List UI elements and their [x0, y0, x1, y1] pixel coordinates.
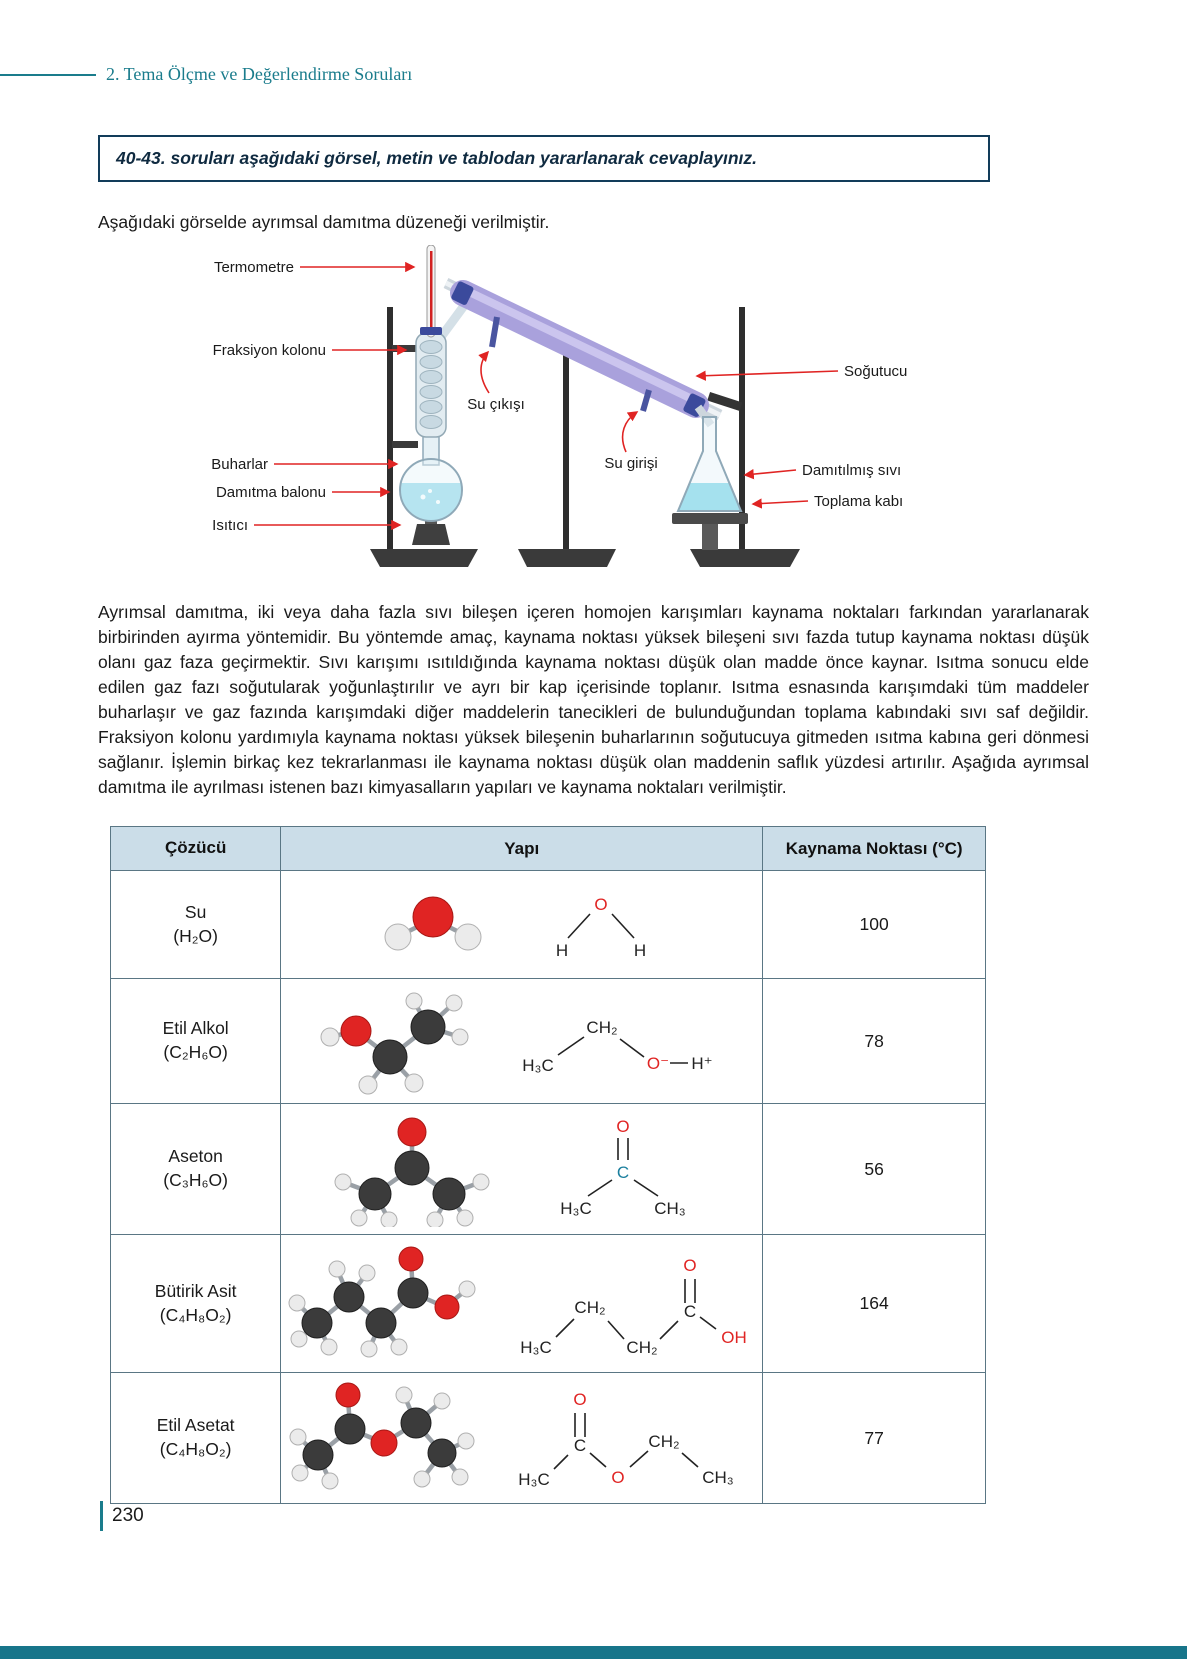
atom-label-o: O: [611, 1468, 625, 1488]
collection-flask: [672, 417, 748, 550]
thermometer: [420, 245, 442, 337]
structure-cell: [281, 1104, 763, 1235]
atom-label-c: C: [617, 1163, 630, 1183]
structure-cell: [281, 979, 763, 1104]
atom-label-h3c: H₃C: [522, 1055, 554, 1075]
body-paragraph: Ayrımsal damıtma, iki veya daha fazla sıvı bileşen içeren homojen karışımları kaynama noktaları farkından yararlanarak birbirinden ayırma yöntemidir. Bu yöntemde amaç, kaynama noktası yüksek bileşeni sıvı fazda tutup kaynama noktası düşük olanı gaz faza geçirmektir. Sıvı karışımı ısıtıldığında kaynama noktası düşük olan madde önce kaynar. Isıtma sonucu elde edilen gaz fazı soğutularak yoğunlaştırılır ve ayrı bir kap içerisinde toplanır. Isıtma esnasında karışımdaki tüm maddeler buharlaşır ve gaz fazında karışımdaki diğer maddelerin tanecikleri de bulunduğundan toplama kabındaki sıvı saf değildir. Fraksiyon kolonu yardımıyla kaynama noktası yüksek bileşenin buharlarının soğutucuya gitmeden ısıtma kabına geri dönmesi sağlanır. İşlemin birkaç kez tekrarlanması ile kaynama noktası düşük olan maddenin saflık yüzdesi artırılır. Aşağıda ayrımsal damıtma ile ayrılması istenen bazı kimyasalların yapıları ve kaynama noktaları verilmiştir.: [98, 602, 1089, 798]
table-header-row: [111, 827, 986, 871]
page-footer: [100, 1501, 144, 1531]
atom-label-h: H: [555, 941, 568, 961]
atom-label-h: H: [633, 941, 646, 961]
section-title: 2. Tema Ölçme ve Değerlendirme Soruları: [106, 64, 413, 84]
label-toplama-kabi: Toplama kabı: [814, 493, 904, 510]
distillation-diagram: [98, 245, 1089, 590]
instruction-box: [98, 135, 990, 182]
atom-label-ch2: CH₂: [626, 1337, 658, 1357]
col-header-yapi: Yapı: [281, 827, 763, 871]
table-row-su: [111, 871, 986, 979]
solvent-name: Su: [184, 901, 207, 922]
solvent-formula: (H₂O): [173, 925, 218, 946]
table-row-aseton: [111, 1104, 986, 1235]
label-su-girisi: Su girişi: [604, 455, 658, 472]
solvents-table: [110, 826, 986, 1504]
structural-formula-butirik-asit: [508, 1243, 758, 1365]
label-damitma-balonu: Damıtma balonu: [215, 484, 326, 501]
label-damitilmis-sivi: Damıtılmış sıvı: [802, 462, 902, 479]
header-rule: [0, 74, 96, 76]
solvent-formula: (C₄H₈O₂): [159, 1304, 232, 1325]
molecule-model-etil-asetat: [288, 1381, 478, 1496]
atom-label-c: C: [573, 1436, 586, 1456]
solvent-name: Bütirik Asit: [154, 1280, 237, 1301]
structural-formula-etil-alkol: [506, 999, 736, 1084]
solvent-cell: [111, 871, 281, 979]
intro-text: Aşağıdaki görselde ayrımsal damıtma düzeneği verilmiştir.: [98, 212, 550, 232]
molecule-model-su: [368, 877, 498, 972]
solvent-name: Etil Asetat: [156, 1415, 235, 1436]
solvent-formula: (C₄H₈O₂): [159, 1439, 232, 1460]
page-number: 230: [112, 1505, 144, 1526]
structural-formula-su: [526, 882, 676, 967]
atom-label-h-plus: H⁺: [691, 1053, 713, 1073]
boiling-point-cell: 78: [763, 979, 986, 1104]
atom-label-c: C: [684, 1301, 697, 1321]
label-fraksiyon-kolonu: Fraksiyon kolonu: [212, 342, 326, 359]
atom-label-o-minus: O⁻: [646, 1053, 669, 1073]
solvent-name: Aseton: [168, 1146, 223, 1167]
molecule-model-aseton: [325, 1112, 500, 1227]
boiling-point-cell: 100: [763, 871, 986, 979]
distillation-apparatus-svg: [98, 245, 928, 585]
atom-label-ch2: CH₂: [574, 1297, 606, 1317]
solvent-cell: [111, 1373, 281, 1504]
solvent-cell: [111, 979, 281, 1104]
atom-label-o: O: [683, 1255, 697, 1275]
boiling-point-cell: 164: [763, 1235, 986, 1373]
table-row-butirik-asit: [111, 1235, 986, 1373]
solvent-formula: (C₂H₆O): [163, 1042, 228, 1063]
page-number-bar: [100, 1501, 103, 1531]
solvent-name: Etil Alkol: [162, 1018, 229, 1039]
label-termometre: Termometre: [213, 259, 294, 276]
label-buharlar: Buharlar: [211, 456, 268, 473]
label-sogutucu: Soğutucu: [844, 363, 908, 380]
page-header: [0, 0, 1187, 85]
label-isitici: Isıtıcı: [212, 517, 248, 534]
atom-label-o: O: [616, 1117, 630, 1137]
solvent-formula: (C₃H₆O): [163, 1170, 228, 1191]
atom-label-o: O: [594, 895, 608, 915]
atom-label-ch2: CH₂: [586, 1017, 618, 1037]
atom-label-ch3: CH₃: [654, 1199, 687, 1219]
molecule-model-etil-alkol: [308, 985, 478, 1097]
solvent-cell: [111, 1235, 281, 1373]
solvent-cell: [111, 1104, 281, 1235]
atom-label-h3c: H₃C: [560, 1199, 593, 1219]
label-su-cikisi: Su çıkışı: [467, 396, 525, 413]
structure-cell: [281, 1373, 763, 1504]
structural-formula-etil-asetat: [506, 1379, 756, 1497]
structural-formula-aseton: [528, 1110, 718, 1228]
page-content: [98, 135, 1089, 1504]
col-header-cozucu: Çözücü: [111, 827, 281, 871]
boiling-point-cell: 56: [763, 1104, 986, 1235]
bottom-accent-bar: [0, 1646, 1187, 1659]
atom-label-ch2: CH₂: [648, 1432, 680, 1452]
atom-label-oh: OH: [721, 1327, 748, 1347]
table-row-etil-asetat: [111, 1373, 986, 1504]
molecule-model-butirik-asit: [285, 1241, 480, 1366]
instruction-text: 40-43. soruları aşağıdaki görsel, metin ve tablodan yararlanarak cevaplayınız.: [116, 148, 757, 168]
col-header-kaynama-noktasi: Kaynama Noktası (°C): [763, 827, 986, 871]
fraction-column: [416, 333, 446, 437]
atom-label-h3c: H₃C: [520, 1337, 553, 1357]
atom-label-ch3: CH₃: [702, 1468, 734, 1488]
diagram-labels: [211, 259, 907, 534]
structure-cell: [281, 1235, 763, 1373]
table-row-etil-alkol: [111, 979, 986, 1104]
atom-label-o: O: [573, 1390, 587, 1410]
boiling-point-cell: 77: [763, 1373, 986, 1504]
atom-label-h3c: H₃C: [518, 1470, 550, 1490]
structure-cell: [281, 871, 763, 979]
